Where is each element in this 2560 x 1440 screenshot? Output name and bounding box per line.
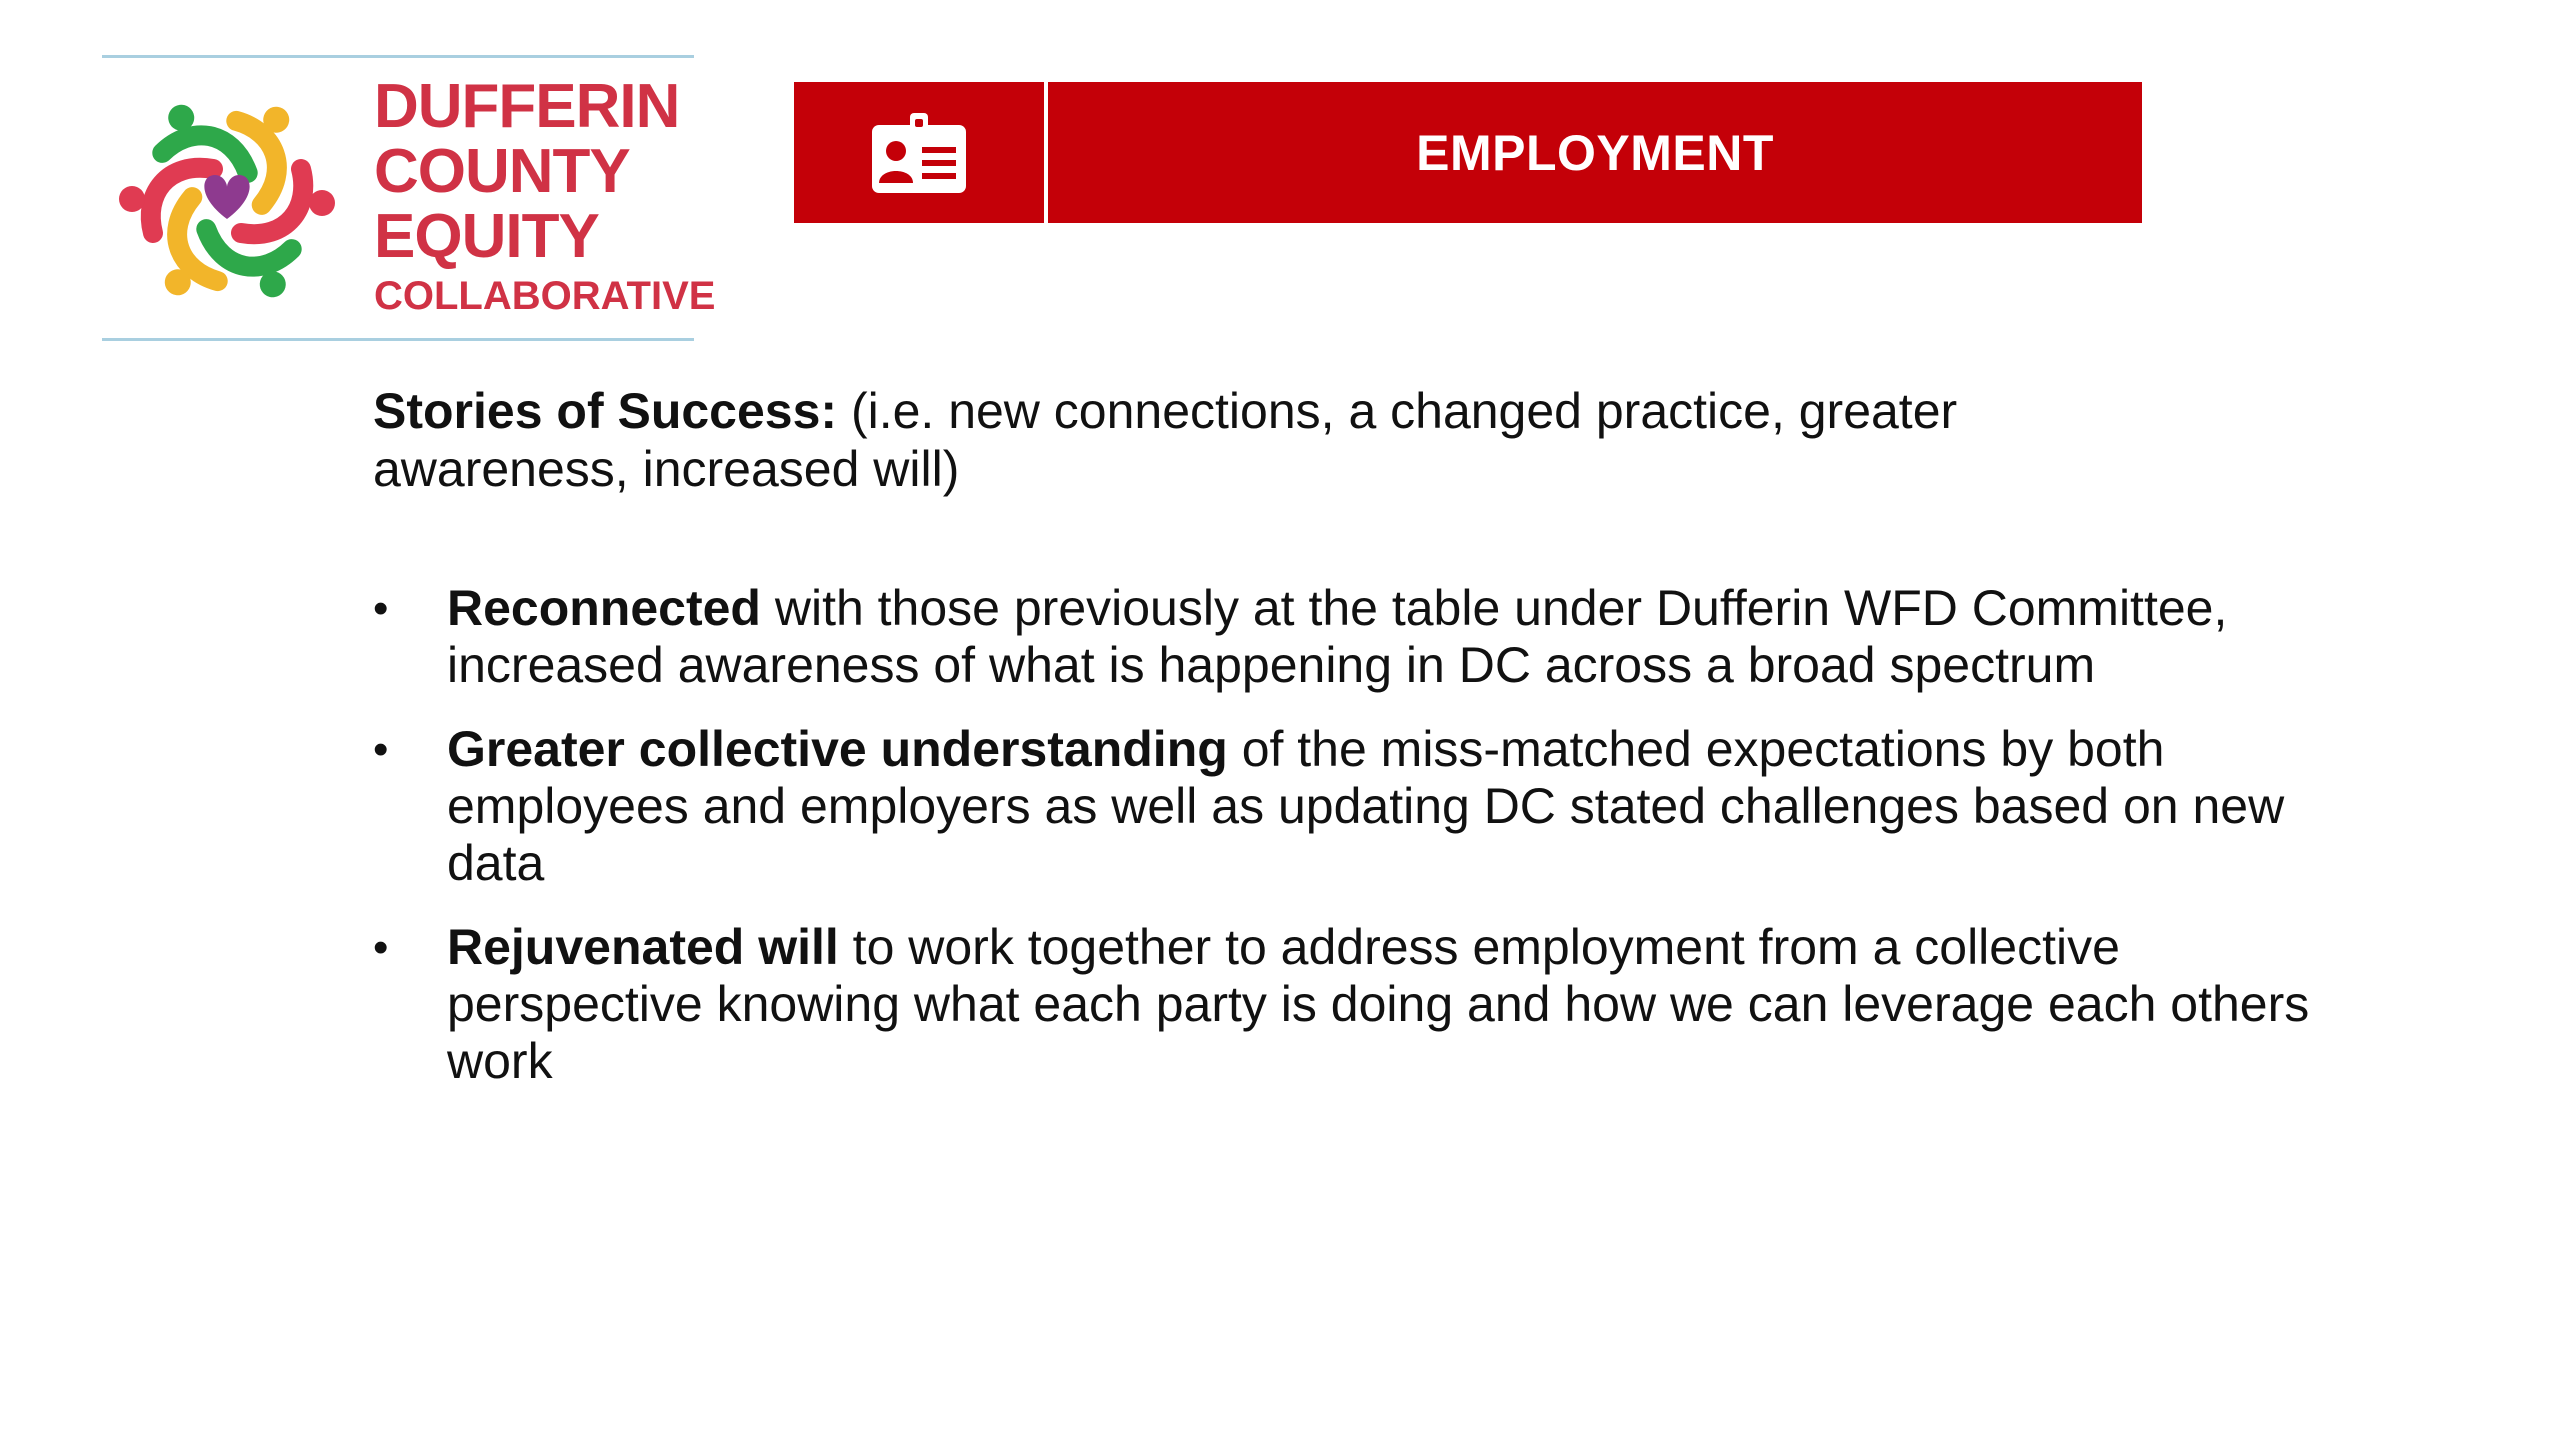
bullet-item — [373, 580, 2323, 694]
id-badge-icon — [870, 111, 968, 195]
bullet-dot: • — [373, 584, 389, 633]
bullet-bold: Rejuvenated will — [447, 919, 839, 975]
bullet-item — [373, 919, 2323, 1090]
banner-icon-box — [794, 82, 1048, 223]
bullet-text: to work together to address employment from a collective perspective knowing what each party is doing and how we can leverage each others work — [447, 919, 2310, 1089]
bullet-item — [373, 721, 2323, 892]
stories-heading: Stories of Success: — [373, 383, 838, 439]
stories-of-success — [373, 382, 2153, 498]
logo-line-3: EQUITY — [374, 202, 599, 271]
success-bullet-list — [373, 580, 2323, 1117]
bullet-text: with those previously at the table under Dufferin WFD Committee, increased awareness of what is happening in DC across a broad spectrum — [447, 580, 2228, 693]
section-banner — [794, 82, 2142, 223]
banner-title: EMPLOYMENT — [1416, 124, 1774, 181]
logo-line-4: COLLABORATIVE — [374, 274, 716, 318]
bullet-dot: • — [373, 725, 389, 774]
dufferin-equity-logo — [102, 55, 716, 341]
bullet-bold: Greater collective understanding — [447, 721, 1228, 777]
bullet-dot: • — [373, 923, 389, 972]
logo-line-1: DUFFERIN — [374, 72, 680, 141]
people-circle-heart-logo-icon — [102, 76, 352, 326]
logo-wordmark — [374, 74, 715, 323]
stories-description: (i.e. new connections, a changed practice, greater awareness, increased will) — [373, 383, 1958, 497]
logo-line-2: COUNTY — [374, 137, 630, 206]
bullet-text: of the miss-matched expectations by both employees and employers as well as updating DC stated challenges based on new data — [447, 721, 2285, 891]
bullet-bold: Reconnected — [447, 580, 761, 636]
